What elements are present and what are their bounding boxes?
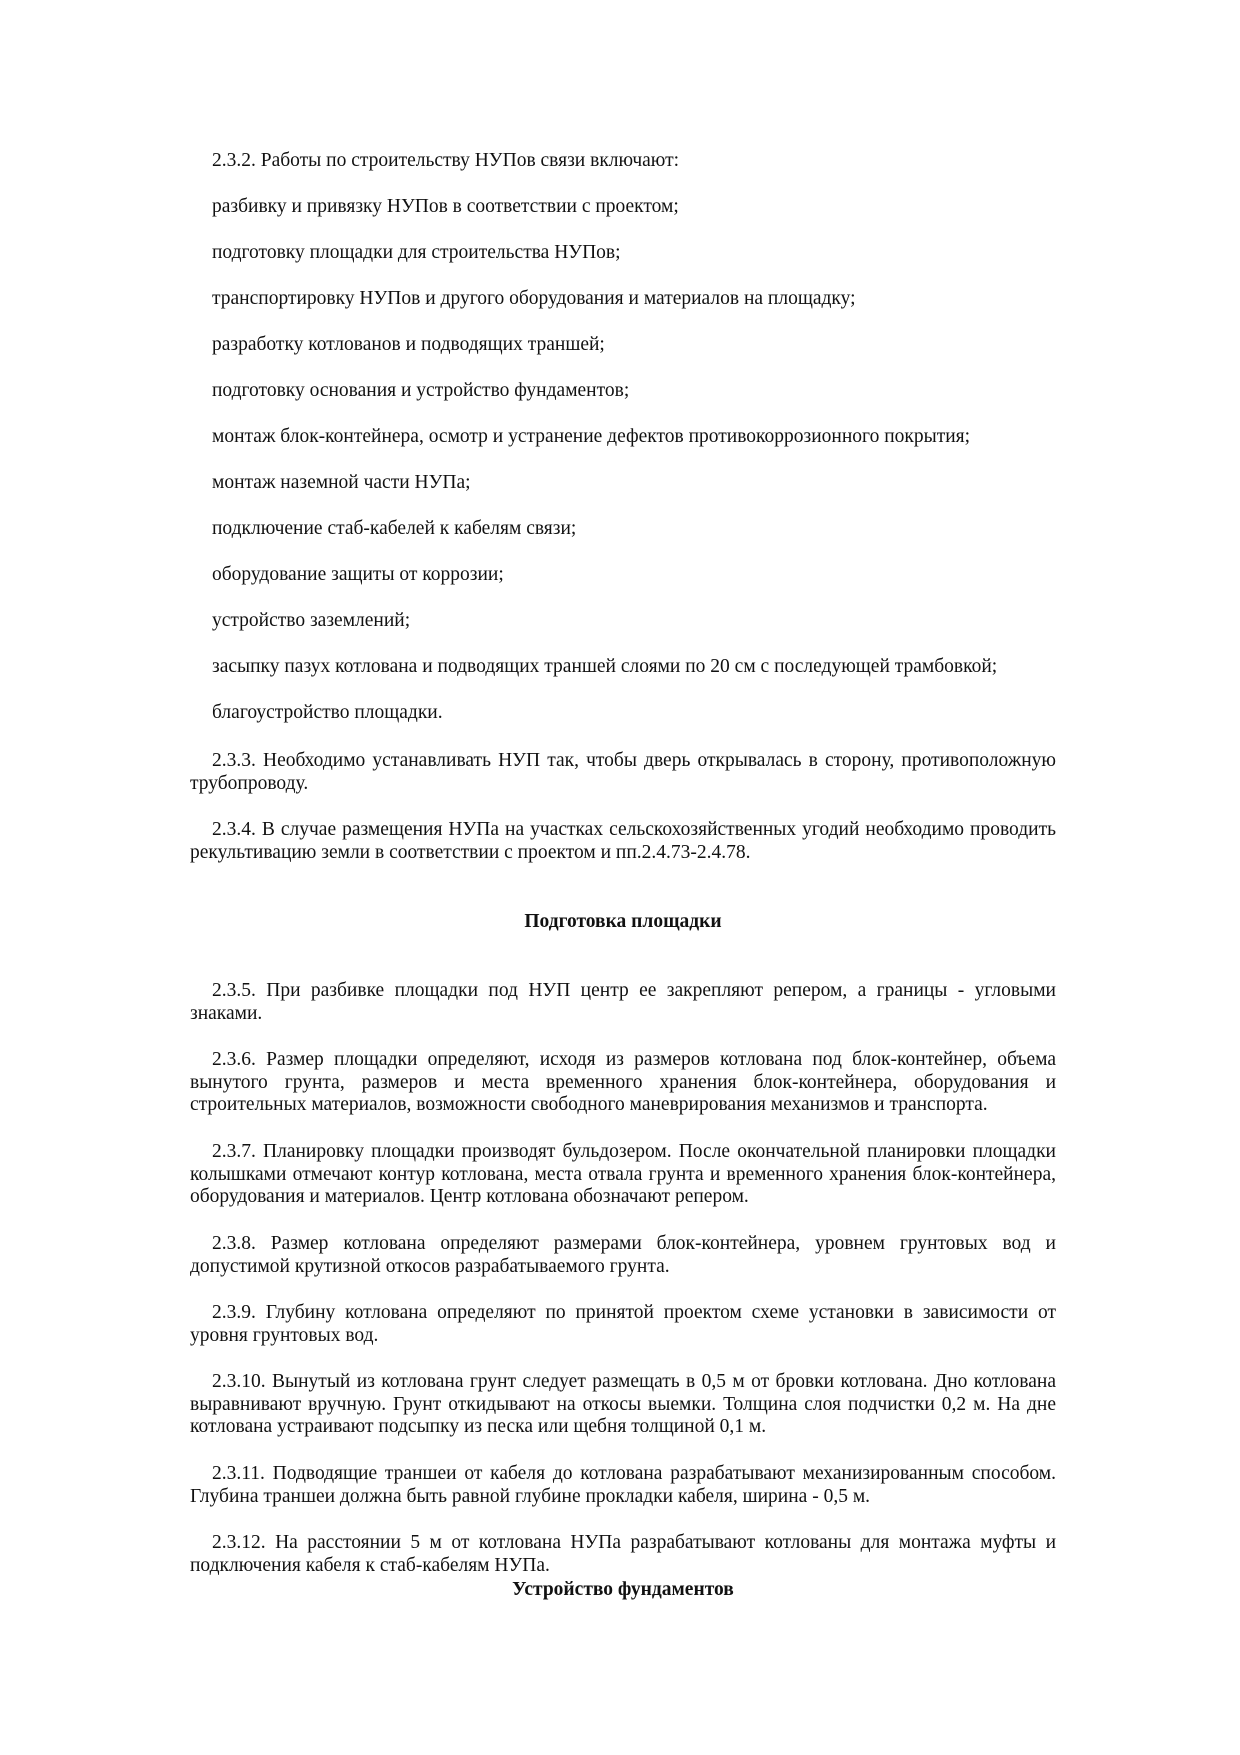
paragraph: 2.3.10. Вынутый из котлована грунт следует размещать в 0,5 м от бровки котлована. Дно котлована выравнивают вручную. Грунт откидывают на откосы выемки. Толщина слоя подчистки 0,2 м. На дне котлована устраивают подсыпку из песка или щебня толщиной 0,1 м. [190, 1371, 1056, 1437]
list-item: подключение стаб-кабелей к кабелям связи; [212, 518, 577, 539]
paragraph: 2.3.5. При разбивке площадки под НУП центр ее закрепляют репером, а границы - угловыми знаками. [190, 980, 1056, 1024]
paragraph: 2.3.12. На расстоянии 5 м от котлована НУПа разрабатывают котлованы для монтажа муфты и подключения кабеля к стаб-кабелям НУПа. [190, 1532, 1056, 1576]
section-intro: 2.3.2. Работы по строительству НУПов связи включают: [212, 150, 680, 171]
section-heading: Устройство фундаментов [512, 1579, 734, 1600]
list-item: оборудование защиты от коррозии; [212, 564, 504, 585]
list-item: устройство заземлений; [212, 610, 411, 631]
list-item: транспортировку НУПов и другого оборудования и материалов на площадку; [212, 288, 856, 309]
section-heading: Подготовка площадки [524, 911, 722, 932]
list-item: монтаж наземной части НУПа; [212, 472, 471, 493]
list-item: разработку котлованов и подводящих траншей; [212, 334, 605, 355]
list-item: монтаж блок-контейнера, осмотр и устранение дефектов противокоррозионного покрытия; [212, 426, 971, 447]
list-item: разбивку и привязку НУПов в соответствии с проектом; [212, 196, 679, 217]
paragraph: 2.3.6. Размер площадки определяют, исходя из размеров котлована под блок-контейнер, объема вынутого грунта, размеров и места временного хранения блок-контейнера, оборудования и строительных материалов, возможности свободного маневрирования механизмов и транспорта. [190, 1049, 1056, 1115]
list-item: засыпку пазух котлована и подводящих траншей слоями по 20 см с последующей трамбовкой; [212, 656, 998, 677]
list-item: подготовку основания и устройство фундаментов; [212, 380, 630, 401]
paragraph: 2.3.8. Размер котлована определяют размерами блок-контейнера, уровнем грунтовых вод и допустимой крутизной откосов разрабатываемого грунта. [190, 1233, 1056, 1277]
paragraph: 2.3.7. Планировку площадки производят бульдозером. После окончательной планировки площадки колышками отмечают контур котлована, места отвала грунта и временного хранения блок-контейнера, оборудования и материалов. Центр котлована обозначают репером. [190, 1141, 1056, 1207]
paragraph: 2.3.3. Необходимо устанавливать НУП так, чтобы дверь открывалась в сторону, противоположную трубопроводу. [190, 750, 1056, 794]
paragraph: 2.3.4. В случае размещения НУПа на участках сельскохозяйственных угодий необходимо проводить рекультивацию земли в соответствии с проектом и пп.2.4.73-2.4.78. [190, 819, 1056, 863]
list-item: подготовку площадки для строительства НУПов; [212, 242, 621, 263]
list-item: благоустройство площадки. [212, 702, 443, 723]
paragraph: 2.3.9. Глубину котлована определяют по принятой проектом схеме установки в зависимости от уровня грунтовых вод. [190, 1302, 1056, 1346]
paragraph: 2.3.11. Подводящие траншеи от кабеля до котлована разрабатывают механизированным способом. Глубина траншеи должна быть равной глубине прокладки кабеля, ширина - 0,5 м. [190, 1463, 1056, 1507]
